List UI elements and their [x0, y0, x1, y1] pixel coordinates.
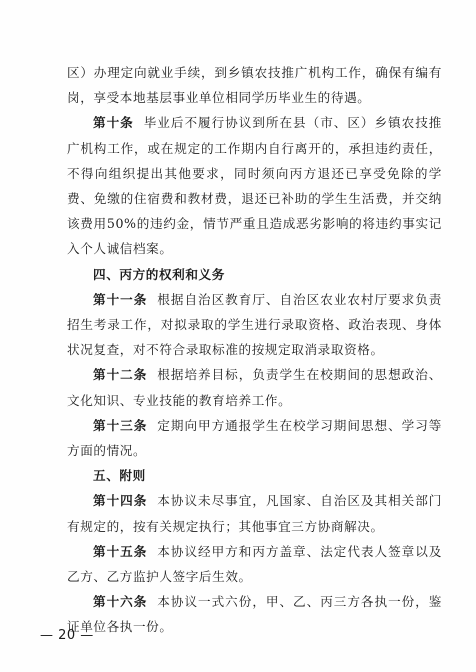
- article-heading: 第十三条: [93, 417, 148, 433]
- article-text: 本协议经甲方和丙方盖章、法定代表人签章以及乙方、乙方监护人签字后生效。: [67, 543, 442, 585]
- section-heading-5: 五、附则: [93, 468, 146, 484]
- article-heading: 第十二条: [93, 367, 148, 383]
- article-12: [67, 362, 442, 412]
- article-13: [67, 413, 442, 463]
- article-text: 根据培养目标，负责学生在校期间的思想政治、文化知识、专业技能的教育培养工作。: [67, 367, 442, 408]
- article-11: [67, 287, 442, 363]
- article-heading: 第十四条: [93, 493, 148, 509]
- article-text: 毕业后不履行协议到所在县（市、区）乡镇农技推广机构工作，或在规定的工作期内自行离开的，承担违约责任，不得向组织提出其他要求，同时须向丙方退还已享受免除的学费、免缴的住宿费和教材费，退还已补助的学生生活费，并交纳该费用50%的违约金，情节严重且造成恶劣影响的将违约事实记入个人诚信档案。: [67, 115, 442, 257]
- article-16: [67, 589, 442, 639]
- article-15: [67, 539, 442, 589]
- article-heading: 第十一条: [93, 291, 148, 307]
- article-text: 根据自治区教育厅、自治区农业农村厅要求负责招生考录工作，对拟录取的学生进行录取资格、政治表现、身体状况复查，对不符合录取标准的按规定取消录取资格。: [67, 291, 442, 358]
- article-heading: 第十六条: [93, 594, 148, 610]
- page-number: — 20 —: [40, 628, 94, 643]
- paragraph-text: 区）办理定向就业手续，到乡镇农技推广机构工作，确保有编有岗，享受本地基层事业单位相同学历毕业生的待遇。: [67, 65, 442, 106]
- article-heading: 第十条: [93, 115, 134, 131]
- section-heading-4: 四、丙方的权利和义务: [93, 266, 225, 282]
- article-10: [67, 110, 442, 261]
- article-text: 本协议未尽事宜，凡国家、自治区及其相关部门有规定的，按有关规定执行；其他事宜三方协商解决。: [67, 493, 442, 534]
- article-heading: 第十五条: [93, 543, 148, 559]
- article-text: 定期向甲方通报学生在校学习期间思想、学习等方面的情况。: [67, 417, 442, 459]
- document-body: [67, 60, 442, 640]
- article-text: 本协议一式六份，甲、乙、丙三方各执一份，鉴证单位各执一份。: [67, 594, 442, 635]
- paragraph-continuation: [67, 60, 442, 110]
- article-14: [67, 488, 442, 538]
